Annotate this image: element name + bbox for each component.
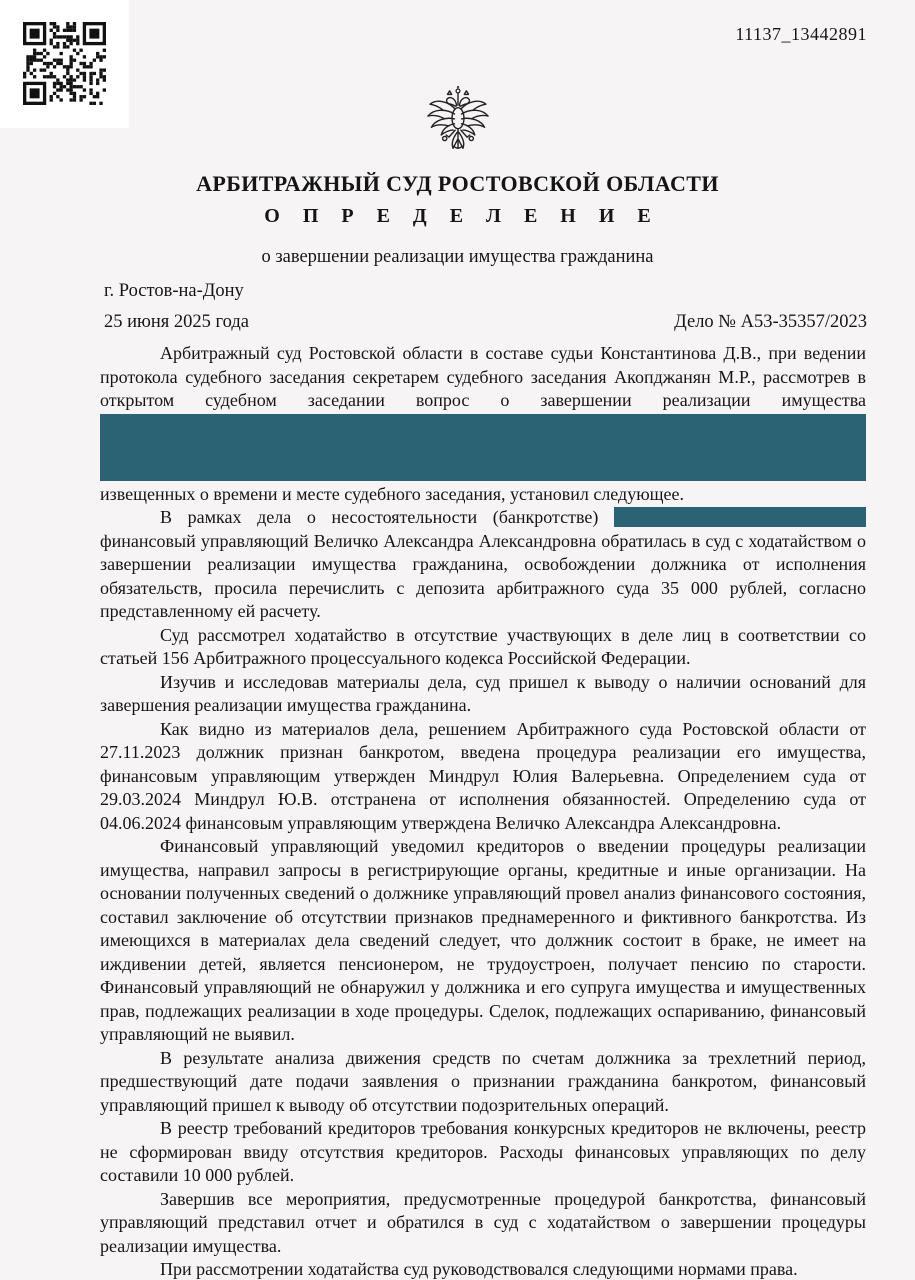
document-type-title: О П Р Е Д Е Л Е Н И Е bbox=[264, 205, 660, 227]
paragraph-text: В рамках дела о несостоятельности (банкротстве) bbox=[160, 507, 599, 527]
redaction-block-large bbox=[100, 414, 866, 481]
paragraph: Завершив все мероприятия, предусмотренные процедурой банкротства, финансовый управляющий представил отчет и обратился в суд с ходатайством о завершении процедуры реализации имущества. bbox=[100, 1188, 866, 1256]
document-subtitle: о завершении реализации имущества гражданина bbox=[261, 247, 654, 267]
redaction-block-inline bbox=[614, 507, 866, 527]
coat-of-arms-icon bbox=[423, 80, 493, 162]
case-number-label: Дело № А53-35357/2023 bbox=[674, 312, 867, 332]
paragraph: В результате анализа движения средств по счетам должника за трехлетний период, предшествующий дате подачи заявления о признании гражданина банкротом, финансовый управляющий пришел к выводу об отсутствии подозрительных операций. bbox=[100, 1047, 866, 1115]
paragraph-with-inline-redaction bbox=[100, 506, 866, 624]
paragraph: Как видно из материалов дела, решением Арбитражного суда Ростовской области от 27.11.2023 должник признан банкротом, введена процедура реализации его имущества, финансовым управляющим утвержден Миндрул Юлия Валерьевна. Определением суда от 29.03.2024 Миндрул Ю.В. отстранена от исполнения обязанностей. Определению суда от 04.06.2024 финансовым управляющим утверждена Величко Александра Александровна. bbox=[100, 718, 866, 833]
paragraph: Изучив и исследовав материалы дела, суд пришел к выводу о наличии оснований для завершения реализации имущества гражданина. bbox=[100, 671, 866, 715]
paragraph: При рассмотрении ходатайства суд руководствовался следующими нормами права. bbox=[160, 1259, 798, 1279]
emblem-container bbox=[0, 80, 915, 162]
body-text bbox=[100, 342, 866, 1280]
court-name-title: АРБИТРАЖНЫЙ СУД РОСТОВСКОЙ ОБЛАСТИ bbox=[196, 171, 719, 196]
paragraph-after-redaction: извещенных о времени и месте судебного заседания, установил следующее. bbox=[100, 483, 684, 504]
city-label: г. Ростов-на-Дону bbox=[104, 281, 244, 301]
paragraph: В реестр требований кредиторов требования конкурсных кредиторов не включены, реестр не сформирован ввиду отсутствия кредиторов. Расходы финансовых управляющих по делу составили 10 000 рублей. bbox=[100, 1118, 866, 1185]
date-label: 25 июня 2025 года bbox=[104, 312, 249, 332]
paragraph: Финансовый управляющий уведомил кредиторов о введении процедуры реализации имущества, направил запросы в регистрирующие органы, кредитные и иные организации. На основании полученных сведений о должнике управляющий провел анализ финансового состояния, составил заключение об отсутствии признаков преднамеренного и фиктивного банкротства. Из имеющихся в материалах дела сведений следует, что должник состоит в браке, не имеет на иждивении детей, является пенсионером, не трудоустроен, получает пенсию по старости. Финансовый управляющий не обнаружил у должника и его супруга имущества и имущественных прав, подлежащих реализации в ходе процедуры. Сделок, подлежащих оспариванию, финансовый управляющий не выявил. bbox=[100, 836, 866, 1044]
paragraph-list bbox=[100, 624, 866, 1280]
paragraph-intro: Арбитражный суд Ростовской области в составе судьи Константинова Д.В., при ведении протокола судебного заседания секретарем судебного заседания Акопджанян М.Р., рассмотрев в открытом судебном заседании вопрос о завершении реализации имущества bbox=[100, 343, 866, 410]
meta-row bbox=[104, 312, 867, 333]
paragraph-text: финансовый управляющий Величко Александра Александровна обратилась в суд с ходатайством о завершении реализации имущества гражданина, освобождении должника от исполнения обязательств, просила перечислить с депозита арбитражного суда 35 000 рублей, согласно представленному ей расчету. bbox=[100, 530, 866, 621]
paragraph: Суд рассмотрел ходатайство в отсутствие участвующих в деле лиц в соответствии со статьей 156 Арбитражного процессуального кодекса Российской Федерации. bbox=[100, 624, 866, 668]
document-id: 11137_13442891 bbox=[735, 24, 867, 44]
